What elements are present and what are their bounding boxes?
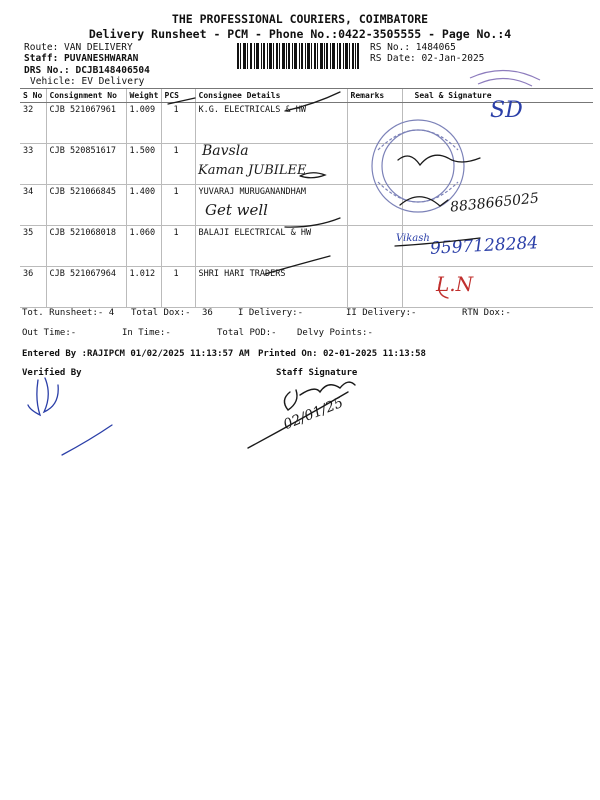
cell-weight: 1.060 <box>126 226 161 267</box>
in-time: In Time:- <box>122 328 171 338</box>
cell-sno: 32 <box>20 103 46 144</box>
cell-consignee: BALAJI ELECTRICAL & HW <box>195 226 347 267</box>
cell-weight: 1.009 <box>126 103 161 144</box>
rtn-dox: RTN Dox:- <box>462 308 511 318</box>
staff-signature-label: Staff Signature <box>276 368 358 378</box>
tot-runsheet: Tot. Runsheet:- 4 <box>22 308 115 318</box>
verified-signature <box>28 378 112 455</box>
hw-row34-phone: 8838665025 <box>449 190 540 216</box>
runsheet-subtitle: Delivery Runsheet - PCM - Phone No.:0422-3505555 - Page No.:4 <box>88 27 512 41</box>
cell-pcs: 1 <box>161 144 195 185</box>
total-dox-value: 36 <box>202 308 213 318</box>
col-pcs: PCS <box>161 89 195 103</box>
cell-consignee: SHRI HARI TRADERS <box>195 267 347 308</box>
col-sno: S No <box>20 89 46 103</box>
hw-row33-line2: Kaman JUBILEE <box>198 163 307 178</box>
i-delivery: I Delivery:- <box>238 308 304 318</box>
rs-date: RS Date: 02-Jan-2025 <box>370 53 485 64</box>
drs-number: DRS No.: DCJB148406504 <box>24 65 150 76</box>
hw-staff-date: 02/01/25 <box>281 394 346 434</box>
cell-sno: 34 <box>20 185 46 226</box>
cell-remarks <box>347 226 402 267</box>
company-name: THE PROFESSIONAL COURIERS, COIMBATORE <box>171 12 429 26</box>
cell-sno: 35 <box>20 226 46 267</box>
cell-weight: 1.012 <box>126 267 161 308</box>
purple-stamp-partial <box>470 70 540 86</box>
cell-consignment: CJB 521068018 <box>46 226 126 267</box>
cell-sno: 36 <box>20 267 46 308</box>
verified-by-label: Verified By <box>22 368 82 378</box>
cell-consignment: CJB 521066845 <box>46 185 126 226</box>
vehicle-field: Vehicle: EV Delivery <box>30 76 145 87</box>
total-dox-label: Total Dox:- <box>131 308 191 318</box>
out-time: Out Time:- <box>22 328 77 338</box>
col-consignment: Consignment No <box>46 89 126 103</box>
printed-on: Printed On: 02-01-2025 11:13:58 <box>258 349 426 359</box>
cell-pcs: 1 <box>161 226 195 267</box>
hw-row32-mark: SD <box>490 98 523 123</box>
cell-pcs: 1 <box>161 267 195 308</box>
cell-consignment: CJB 520851617 <box>46 144 126 185</box>
col-remarks: Remarks <box>347 89 402 103</box>
cell-remarks <box>347 185 402 226</box>
staff-field: Staff: PUVANESHWARAN <box>24 53 139 64</box>
hw-row35-phone: 9597128284 <box>429 233 539 259</box>
cell-pcs: 1 <box>161 185 195 226</box>
cell-sno: 33 <box>20 144 46 185</box>
cell-remarks <box>347 103 402 144</box>
cell-seal <box>402 267 593 308</box>
cell-consignment: CJB 521067964 <box>46 267 126 308</box>
entered-by: Entered By :RAJIPCM 01/02/2025 11:13:57 AM <box>22 349 250 359</box>
rs-number: RS No.: 1484065 <box>370 42 456 53</box>
hw-row33-line1: Bavsla <box>202 143 249 159</box>
cell-consignee: YUVARAJ MURUGANANDHAM <box>195 185 347 226</box>
cell-pcs: 1 <box>161 103 195 144</box>
cell-consignee: K.G. ELECTRICALS & HW <box>195 103 347 144</box>
ii-delivery: II Delivery:- <box>346 308 417 318</box>
col-consignee: Consignee Details <box>195 89 347 103</box>
cell-weight: 1.500 <box>126 144 161 185</box>
hw-row34-note: Get well <box>205 201 268 219</box>
route-field: Route: VAN DELIVERY <box>24 42 133 53</box>
col-weight: Weight <box>126 89 161 103</box>
cell-consignment: CJB 521067961 <box>46 103 126 144</box>
cell-remarks <box>347 144 402 185</box>
delvy-points: Delvy Points:- <box>297 328 373 338</box>
cell-seal <box>402 144 593 185</box>
col-seal: Seal & Signature <box>402 89 593 103</box>
hw-row35-name: Vikash <box>396 233 430 244</box>
total-pod: Total POD:- <box>217 328 277 338</box>
hw-row36-mark: L.N <box>436 272 474 296</box>
cell-weight: 1.400 <box>126 185 161 226</box>
table-row <box>20 267 593 308</box>
cell-remarks <box>347 267 402 308</box>
barcode <box>237 43 359 69</box>
